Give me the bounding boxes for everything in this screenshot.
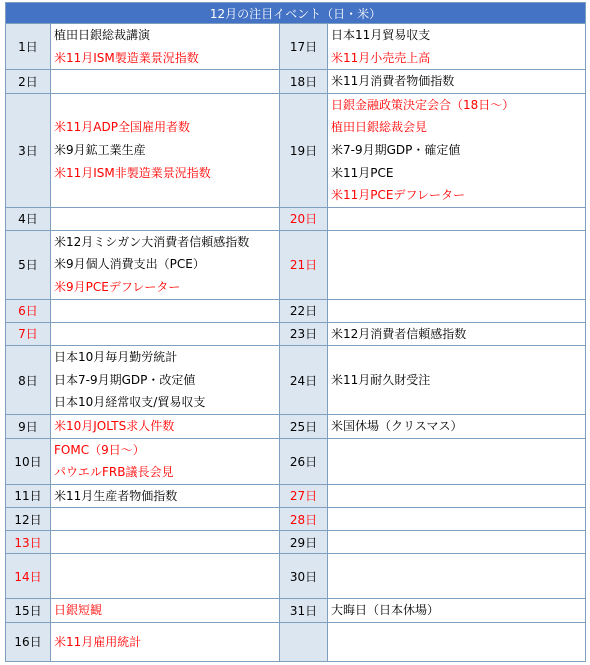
event-item: 米7-9月期GDP・確定値 [331, 142, 461, 157]
right-day-cell: 19日 [280, 93, 328, 207]
event-item: 米11月ISM製造業景況指数 [54, 50, 199, 65]
calendar-row [6, 346, 586, 415]
right-event-cell [328, 484, 586, 508]
left-day-cell: 7日 [6, 322, 51, 346]
right-event-cell [328, 508, 586, 531]
event-item: 米11月ADP全国雇用者数 [54, 120, 190, 135]
right-event-cell [328, 414, 586, 438]
left-event-cell [51, 414, 280, 438]
left-day-cell: 13日 [6, 531, 51, 554]
calendar-row [6, 484, 586, 508]
calendar-row [6, 24, 586, 70]
left-event-cell [51, 322, 280, 346]
calendar-row [6, 622, 586, 661]
left-event-cell [51, 531, 280, 554]
event-item: FOMC（9日～） [54, 442, 145, 457]
right-day-cell: 17日 [280, 24, 328, 70]
left-event-cell [51, 346, 280, 415]
calendar-row [6, 93, 586, 207]
right-event-cell [328, 622, 586, 661]
left-day-cell: 9日 [6, 414, 51, 438]
left-day-cell: 12日 [6, 508, 51, 531]
left-day-cell: 2日 [6, 70, 51, 94]
event-item: 米12月消費者信頼感指数 [331, 326, 467, 341]
event-item: 米国休場（クリスマス） [331, 418, 463, 433]
calendar-row [6, 554, 586, 599]
calendar-row [6, 230, 586, 299]
left-event-cell [51, 93, 280, 207]
right-day-cell: 23日 [280, 322, 328, 346]
right-event-cell [328, 322, 586, 346]
event-item: 日本7-9月期GDP・改定値 [54, 372, 196, 387]
event-item: 日銀短観 [54, 603, 103, 618]
right-event-cell [328, 230, 586, 299]
left-event-cell [51, 24, 280, 70]
right-day-cell: 30日 [280, 554, 328, 599]
calendar-row [6, 531, 586, 554]
right-event-cell [328, 24, 586, 70]
right-day-cell: 31日 [280, 599, 328, 623]
left-event-cell [51, 207, 280, 230]
left-day-cell: 6日 [6, 299, 51, 322]
left-day-cell: 10日 [6, 438, 51, 484]
left-day-cell: 1日 [6, 24, 51, 70]
left-event-cell [51, 484, 280, 508]
left-event-cell [51, 508, 280, 531]
right-day-cell: 26日 [280, 438, 328, 484]
right-day-cell: 28日 [280, 508, 328, 531]
event-item: 米9月鉱工業生産 [54, 142, 146, 157]
event-item: 米11月雇用統計 [54, 634, 142, 649]
calendar-row [6, 299, 586, 322]
event-item: 日本11月貿易収支 [331, 28, 431, 42]
calendar-table [5, 2, 586, 662]
right-event-cell [328, 299, 586, 322]
left-day-cell: 16日 [6, 622, 51, 661]
left-day-cell: 3日 [6, 93, 51, 207]
right-day-cell: 20日 [280, 207, 328, 230]
event-item: 米11月ISM非製造業景況指数 [54, 165, 211, 180]
event-item: 大晦日（日本休場） [331, 603, 440, 618]
calendar-row [6, 508, 586, 531]
event-item: 米11月小売売上高 [331, 50, 431, 65]
event-item: 米11月耐久財受注 [331, 372, 431, 387]
event-item: 米11月消費者物価指数 [331, 74, 455, 89]
right-day-cell: 21日 [280, 230, 328, 299]
right-event-cell [328, 70, 586, 94]
left-event-cell [51, 230, 280, 299]
calendar-row [6, 438, 586, 484]
left-event-cell [51, 438, 280, 484]
right-event-cell [328, 346, 586, 415]
right-day-cell: 25日 [280, 414, 328, 438]
event-item: 米11月PCEデフレーター [331, 188, 465, 203]
left-event-cell [51, 299, 280, 322]
left-event-cell [51, 70, 280, 94]
right-event-cell [328, 93, 586, 207]
event-item: 米9月PCEデフレーター [54, 279, 181, 294]
calendar-title: 12月の注目イベント（日・米） [6, 3, 586, 24]
event-item: 日本10月毎月勤労統計 [54, 350, 178, 365]
right-day-cell: 29日 [280, 531, 328, 554]
calendar-row [6, 207, 586, 230]
left-event-cell [51, 554, 280, 599]
calendar-row [6, 322, 586, 346]
left-day-cell: 14日 [6, 554, 51, 599]
title-row [6, 3, 586, 24]
right-event-cell [328, 599, 586, 623]
right-day-cell: 22日 [280, 299, 328, 322]
event-item: パウエルFRB議長会見 [54, 465, 174, 480]
event-item: 米11月PCE [331, 165, 394, 180]
event-item: 米12月ミシガン大消費者信頼感指数 [54, 234, 250, 249]
left-event-cell [51, 599, 280, 623]
right-event-cell [328, 207, 586, 230]
right-event-cell [328, 554, 586, 599]
calendar-row [6, 70, 586, 94]
left-day-cell: 11日 [6, 484, 51, 508]
left-day-cell: 15日 [6, 599, 51, 623]
right-day-cell: 18日 [280, 70, 328, 94]
right-day-cell: 27日 [280, 484, 328, 508]
event-item: 米9月個人消費支出（PCE） [54, 257, 205, 272]
event-item: 植田日銀総裁会見 [331, 120, 428, 135]
left-day-cell: 4日 [6, 207, 51, 230]
event-item: 日本10月経常収支/貿易収支 [54, 395, 206, 410]
left-event-cell [51, 622, 280, 661]
left-day-cell: 5日 [6, 230, 51, 299]
event-item: 米11月生産者物価指数 [54, 488, 178, 503]
right-day-cell: 24日 [280, 346, 328, 415]
event-item: 日銀金融政策決定会合（18日～） [331, 97, 515, 112]
event-item: 植田日銀総裁講演 [54, 28, 151, 42]
calendar-row [6, 414, 586, 438]
right-event-cell [328, 531, 586, 554]
right-event-cell [328, 438, 586, 484]
left-day-cell: 8日 [6, 346, 51, 415]
event-item: 米10月JOLTS求人件数 [54, 418, 175, 433]
calendar-row [6, 599, 586, 623]
right-day-cell [280, 622, 328, 661]
